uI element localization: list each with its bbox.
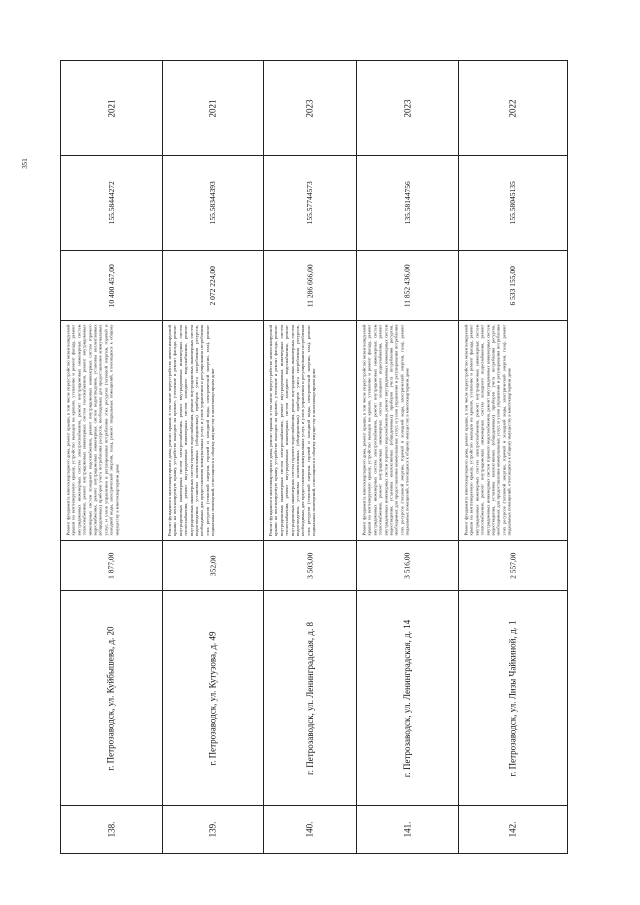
row-141-cadastral: 135.58144756 — [402, 181, 412, 225]
row-139-cadastral: 155.58344393 — [208, 181, 218, 225]
row-140-number: 140. — [304, 821, 315, 838]
row-142-area: 2 557,00 — [508, 552, 518, 579]
row-142-cost: 6 533 155,00 — [508, 265, 518, 306]
row-139-works: Ремонт фундамента многоквартирного дома, ремонт крыши, в том числе переустройство невентилируемой крыши на вентилируемую крышу, устройство выходов на кровлю, утепление и ремонт фасада, ремонт внутридомовых инженерных систем электроснабжения, ремонт внутридомовых инженерных систем теплоснабжения, ремонт внутридомовых инженерных систем холодного водоснабжения, ремонт внутридомовых инженерных систем горячего водоснабжения, ремонт внутридомовых инженерных систем водоотведения, установка коллективных (общедомовых) приборов учета потребления ресурсов, необходимых для предоставления коммунальных услуг, и узлов управления и регулирования потребления этих ресурсов (тепловой энергии, горячей и холодной воды, электрической энергии, газа), ремонт подвальных помещений, относящихся к общему имуществу в многоквартирном доме — [167, 325, 216, 536]
row-138-cadastral: 155.58444272 — [106, 181, 116, 225]
row-139-number: 139. — [207, 821, 218, 838]
row-140-address: г. Петрозаводск, ул. Ленинградская, д. 8 — [304, 621, 315, 775]
row-139-year: 2021 — [207, 99, 218, 117]
row-142-address: г. Петрозаводск, ул. Лизы Чайкиной, д. 1 — [507, 619, 518, 777]
row-141-number: 141. — [402, 821, 412, 838]
row-138-year: 2021 — [106, 99, 116, 117]
row-138-address: г. Петрозаводск, ул. Куйбышева, д. 20 — [106, 625, 117, 771]
row-142-works: Ремонт фундамента многоквартирного дома, ремонт крыши, в том числе переустройство невентилируемой крыши на вентилируемую крышу, устройство выходов на кровлю, утепление и ремонт фасада, ремонт внутридомовых инженерных систем электроснабжения, ремонт внутридомовых инженерных систем теплоснабжения, ремонт внутридомовых инженерных систем холодного водоснабжения, ремонт внутридомовых инженерных систем горячего водоснабжения, ремонт внутридомовых инженерных систем водоотведения, установка коллективных (общедомовых) приборов учета потребления ресурсов, необходимых для предоставления коммунальных услуг, и узлов управления и регулирования потребления этих ресурсов (тепловой энергии, горячей и холодной воды, электрической энергии, газа), ремонт подвальных помещений, относящихся к общему имуществу в многоквартирном доме — [463, 324, 512, 536]
row-139-cost: 2 072 224,00 — [208, 265, 218, 306]
row-139-area: 352,00 — [208, 555, 218, 576]
row-140-cadastral: 155.57744573 — [305, 181, 315, 225]
row-141-works: Ремонт фундамента многоквартирного дома, ремонт крыши, в том числе переустройство невентилируемой крыши на вентилируемую крышу, устройство выходов на кровлю, утепление и ремонт фасада, ремонт внутридомовых инженерных систем электроснабжения, ремонт внутридомовых инженерных систем теплоснабжения, ремонт внутридомовых инженерных систем холодного водоснабжения, ремонт внутридомовых инженерных систем горячего водоснабжения, ремонт внутридомовых инженерных систем водоотведения, установка коллективных (общедомовых) приборов учета потребления ресурсов, необходимых для предоставления коммунальных услуг, и узлов управления и регулирования потребления этих ресурсов (тепловой энергии, горячей и холодной воды, электрической энергии, газа), ремонт подвальных помещений, относящихся к общему имуществу в многоквартирном доме — [361, 324, 410, 536]
row-140-cost: 11 286 666,00 — [305, 264, 315, 307]
row-138-area: 1 877,00 — [106, 552, 116, 579]
row-138-number: 138. — [106, 821, 116, 838]
row-138-works: Ремонт фундамента многоквартирного дома, ремонт крыши, в том числе переустройство невентилируемой крыши на вентилируемую крышу, устройство выходов на кровлю, утепление и ремонт фасада, ремонт внутридомовых инженерных систем электроснабжения, ремонт внутридомовых инженерных систем теплоснабжения, ремонт внутридомовых инженерных систем газоснабжения, ремонт внутридомовых инженерных систем холодного водоснабжения, ремонт внутридомовых инженерных систем горячего водоснабжения, ремонт внутридомовых инженерных систем водоотведения, установка коллективных (общедомовых) приборов учета потребления ресурсов, необходимых для предоставления коммунальных услуг, и узлов управления и регулирования потребления этих ресурсов (тепловой энергии, горячей и холодной воды, электрической энергии, газа), ремонт подвальных помещений, относящихся к общему имуществу в многоквартирном доме — [65, 324, 120, 536]
row-141-address: г. Петрозаводск, ул. Ленинградская, д. 14 — [402, 619, 412, 777]
row-140-works: Ремонт фундамента многоквартирного дома, ремонт крыши, в том числе переустройство невентилируемой крыши на вентилируемую крышу, устройство выходов на кровлю, утепление и ремонт фасада, ремонт внутридомовых инженерных систем электроснабжения, ремонт внутридомовых инженерных систем теплоснабжения, ремонт внутридомовых инженерных систем холодного водоснабжения, ремонт внутридомовых инженерных систем горячего водоснабжения, ремонт внутридомовых инженерных систем водоотведения, установка коллективных (общедомовых) приборов учета потребления ресурсов, необходимых для предоставления коммунальных услуг, и узлов управления и регулирования потребления этих ресурсов (тепловой энергии, горячей и холодной воды, электрической энергии, газа), ремонт подвальных помещений, относящихся к общему имуществу в многоквартирном доме — [268, 325, 317, 536]
row-142-year: 2022 — [507, 99, 518, 117]
row-141-year: 2023 — [402, 99, 412, 117]
row-142-cadastral: 155.58045135 — [508, 181, 518, 225]
row-142-number: 142. — [507, 821, 518, 838]
row-140-area: 3 503,00 — [305, 552, 315, 579]
row-139-address: г. Петрозаводск, ул. Кутузова, д. 49 — [207, 630, 218, 766]
row-138-cost: 10 400 457,00 — [106, 263, 116, 308]
row-140-year: 2023 — [304, 99, 315, 117]
row-141-area: 3 516,00 — [402, 552, 412, 579]
row-141-cost: 11 852 436,00 — [402, 264, 412, 307]
